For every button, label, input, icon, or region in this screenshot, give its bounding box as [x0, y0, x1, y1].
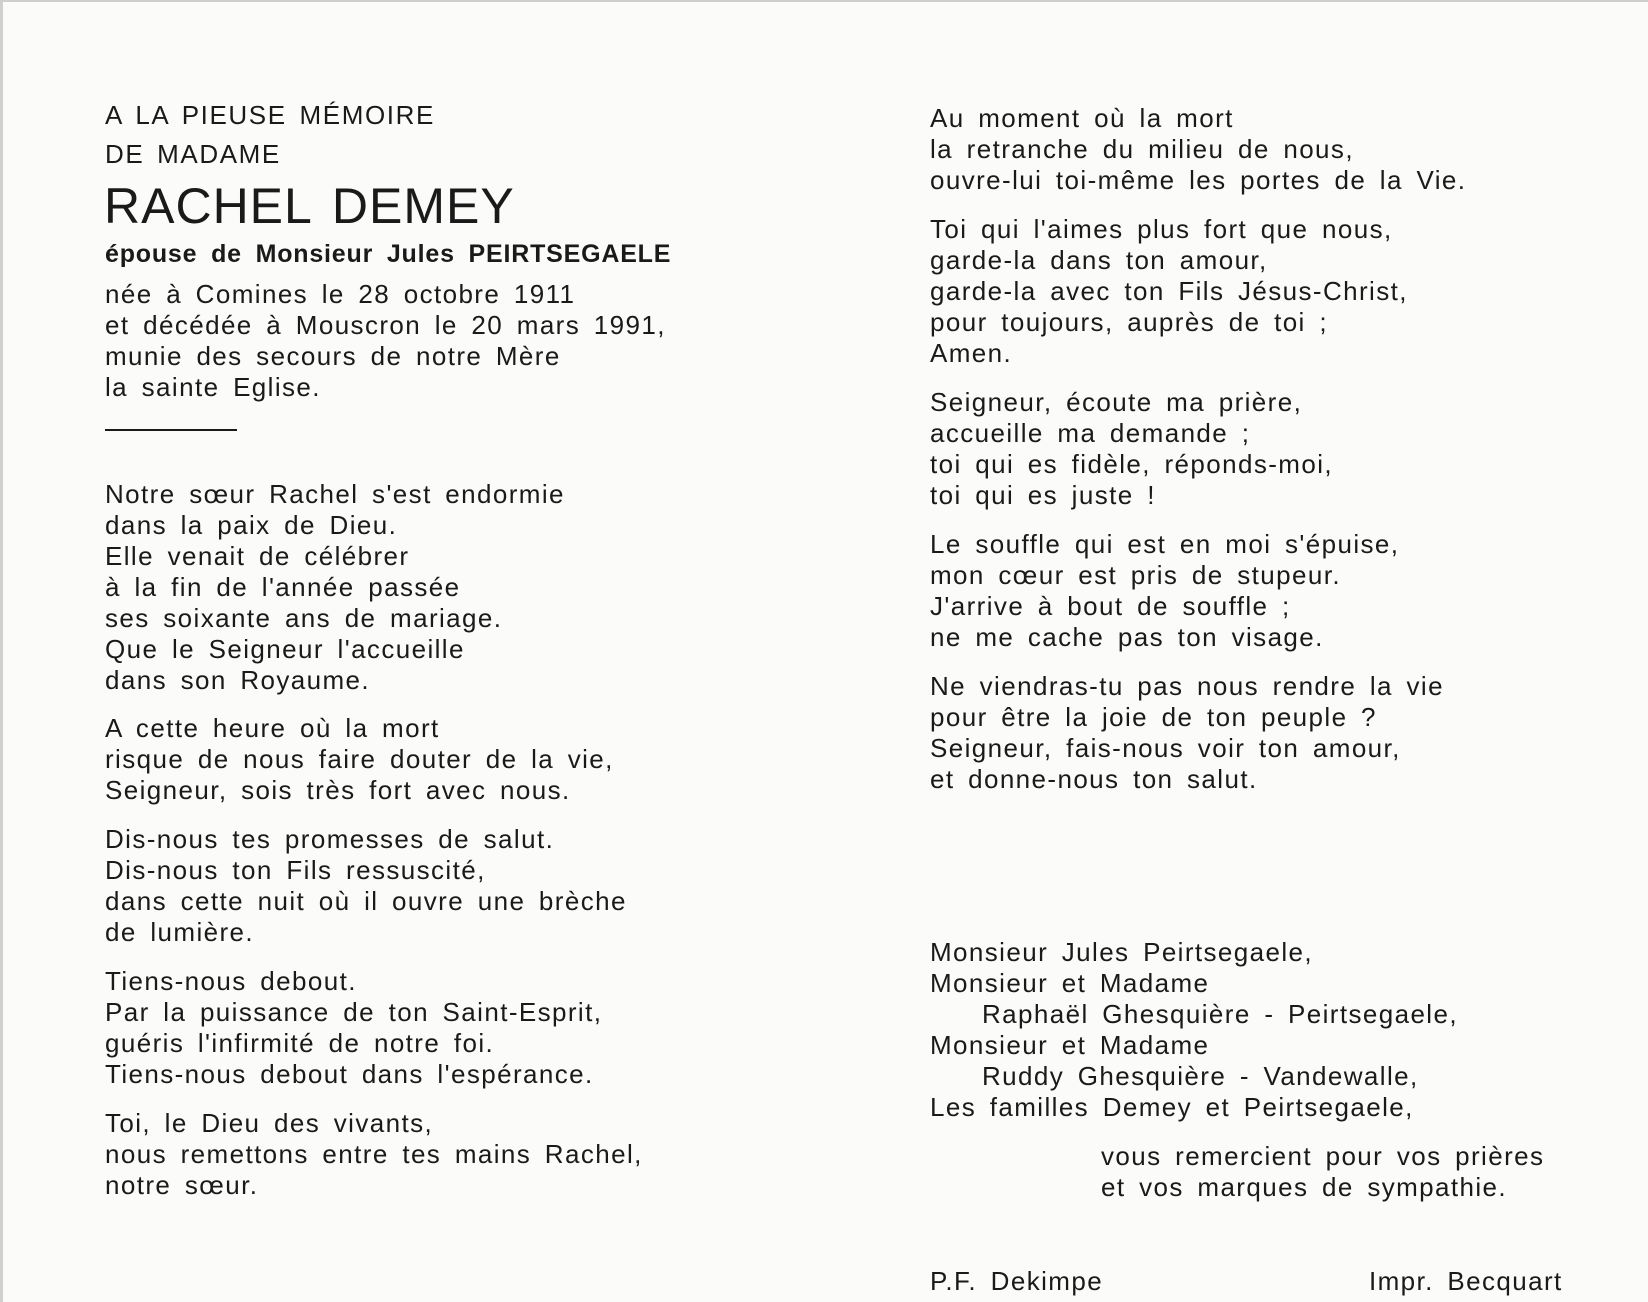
left-text-line: Elle venait de célébrer	[105, 541, 410, 571]
left-text-line: guéris l'infirmité de notre foi.	[105, 1028, 495, 1058]
left-text-line: Tiens-nous debout dans l'espérance.	[105, 1059, 594, 1089]
right-text-line: garde-la avec ton Fils Jésus-Christ,	[930, 276, 1408, 306]
thanks-line: et vos marques de sympathie.	[1101, 1172, 1508, 1202]
bio-line: et décédée à Mouscron le 20 mars 1991,	[105, 310, 666, 340]
right-text-line: Au moment où la mort	[930, 103, 1234, 133]
right-text-line: la retranche du milieu de nous,	[930, 134, 1354, 164]
right-text-line: ouvre-lui toi-même les portes de la Vie.	[930, 165, 1467, 195]
right-text-line: garde-la dans ton amour,	[930, 245, 1268, 275]
left-text-line: Que le Seigneur l'accueille	[105, 634, 465, 664]
family-line: Ruddy Ghesquière - Vandewalle,	[982, 1061, 1419, 1091]
left-text-line: Toi, le Dieu des vivants,	[105, 1108, 434, 1138]
left-text-line: Tiens-nous debout.	[105, 966, 357, 996]
left-text-line: de lumière.	[105, 917, 255, 947]
right-text-line: accueille ma demande ;	[930, 418, 1251, 448]
right-text-line: J'arrive à bout de souffle ;	[930, 591, 1291, 621]
deceased-name: RACHEL DEMEY	[104, 178, 515, 234]
printer-credit: Impr. Becquart	[1369, 1266, 1563, 1296]
family-line: Raphaël Ghesquière - Peirtsegaele,	[982, 999, 1458, 1029]
bio-line: munie des secours de notre Mère	[105, 341, 561, 371]
left-text-line: à la fin de l'année passée	[105, 572, 461, 602]
family-line: Monsieur Jules Peirtsegaele,	[930, 937, 1314, 967]
family-line: Monsieur et Madame	[930, 968, 1210, 998]
family-line: Monsieur et Madame	[930, 1030, 1210, 1060]
right-text-line: Seigneur, écoute ma prière,	[930, 387, 1303, 417]
bio-line: la sainte Eglise.	[105, 372, 321, 402]
left-text-line: Dis-nous ton Fils ressuscité,	[105, 855, 486, 885]
family-line: Les familles Demey et Peirtsegaele,	[930, 1092, 1414, 1122]
left-text-line: Dis-nous tes promesses de salut.	[105, 824, 555, 854]
right-text-line: toi qui es juste !	[930, 480, 1156, 510]
left-text-line: dans son Royaume.	[105, 665, 371, 695]
left-text-line: risque de nous faire douter de la vie,	[105, 744, 614, 774]
thanks-line: vous remercient pour vos prières	[1101, 1141, 1545, 1171]
left-text-line: notre sœur.	[105, 1170, 259, 1200]
right-text-line: toi qui es fidèle, réponds-moi,	[930, 449, 1334, 479]
left-text-line: Seigneur, sois très fort avec nous.	[105, 775, 571, 805]
left-text-line: A cette heure où la mort	[105, 713, 440, 743]
right-text-line: Le souffle qui est en moi s'épuise,	[930, 529, 1400, 559]
left-text-line: ses soixante ans de mariage.	[105, 603, 503, 633]
right-text-line: et donne-nous ton salut.	[930, 764, 1258, 794]
right-text-line: pour être la joie de ton peuple ?	[930, 702, 1377, 732]
right-text-line: Ne viendras-tu pas nous rendre la vie	[930, 671, 1444, 701]
divider-rule	[105, 429, 237, 431]
funeral-home: P.F. Dekimpe	[930, 1266, 1104, 1296]
left-text-line: dans la paix de Dieu.	[105, 510, 398, 540]
left-text-line: Notre sœur Rachel s'est endormie	[105, 479, 565, 509]
left-text-line: dans cette nuit où il ouvre une brèche	[105, 886, 627, 916]
right-text-line: Amen.	[930, 338, 1013, 368]
right-text-line: pour toujours, auprès de toi ;	[930, 307, 1328, 337]
right-text-line: ne me cache pas ton visage.	[930, 622, 1324, 652]
right-text-line: Seigneur, fais-nous voir ton amour,	[930, 733, 1401, 763]
memoire-line-2: DE MADAME	[105, 139, 281, 169]
right-text-line: Toi qui l'aimes plus fort que nous,	[930, 214, 1393, 244]
right-text-line: mon cœur est pris de stupeur.	[930, 560, 1341, 590]
left-text-line: Par la puissance de ton Saint-Esprit,	[105, 997, 603, 1027]
bio-line: née à Comines le 28 octobre 1911	[105, 279, 576, 309]
memoire-line-1: A LA PIEUSE MÉMOIRE	[105, 100, 435, 130]
left-text-line: nous remettons entre tes mains Rachel,	[105, 1139, 643, 1169]
spouse-line: épouse de Monsieur Jules PEIRTSEGAELE	[105, 240, 672, 268]
